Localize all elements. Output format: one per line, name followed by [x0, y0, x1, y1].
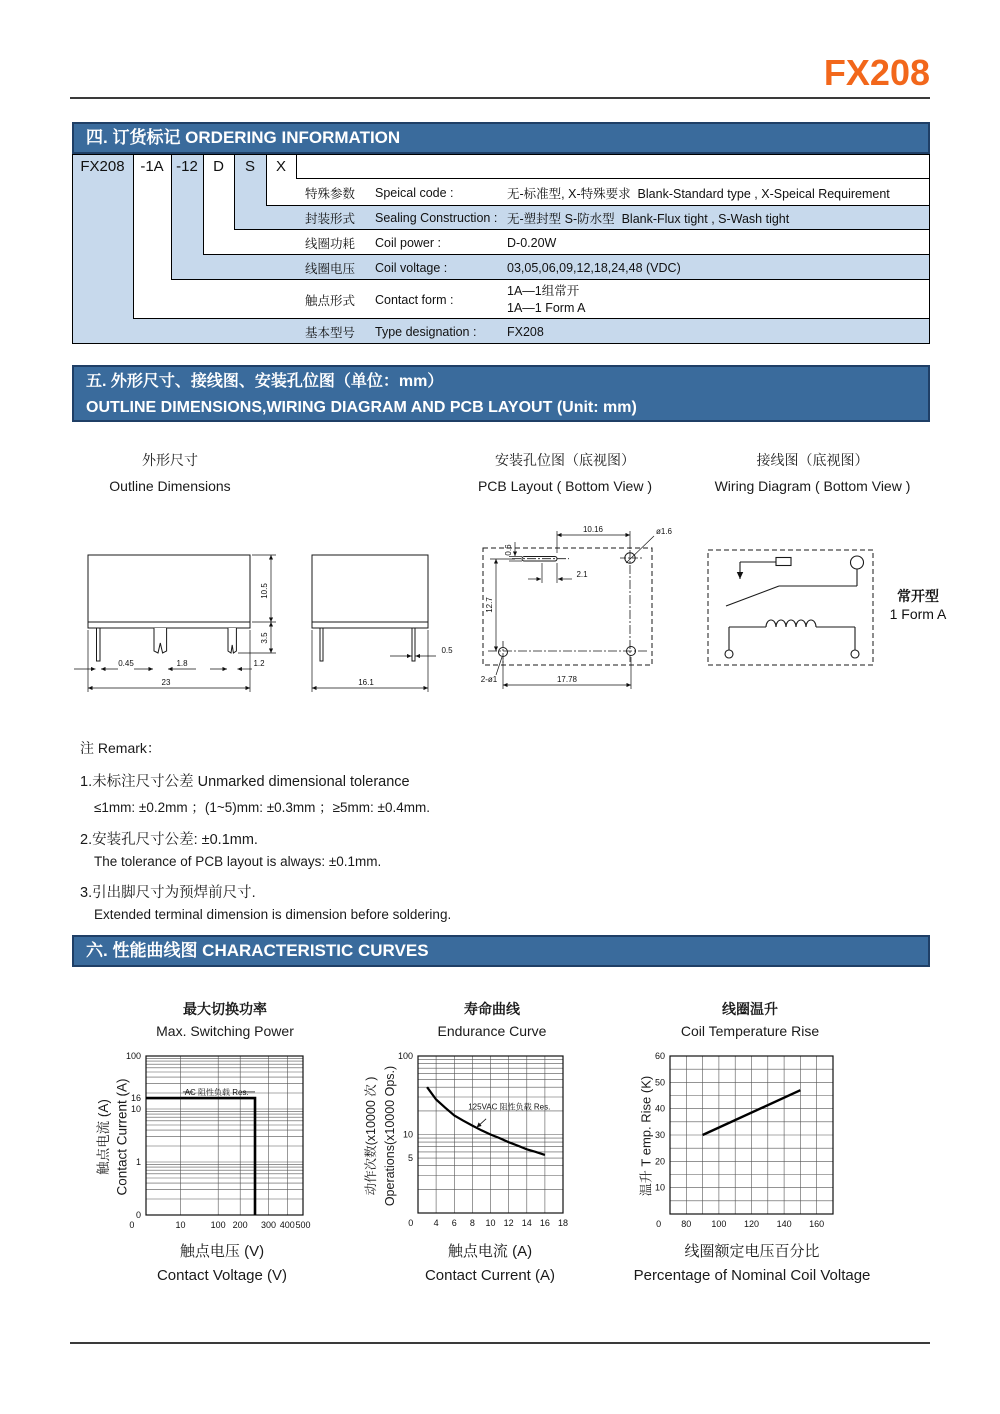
dim-pin1: 0.45 [118, 659, 134, 668]
view-title-pcb-cn: 安装孔位图（底视图） [495, 452, 635, 468]
svg-text:140: 140 [776, 1219, 792, 1229]
row-value: 无-塑封型 S-防水型 Blank-Flux tight , S-Wash tight [507, 212, 790, 226]
view-title-wiring-en: Wiring Diagram ( Bottom View ) [714, 478, 911, 494]
svg-text:18: 18 [557, 1218, 569, 1228]
svg-text:5: 5 [407, 1153, 413, 1164]
chart-coil-temperature-rise-plot [630, 1048, 845, 1233]
svg-text:1: 1 [135, 1157, 141, 1168]
svg-text:80: 80 [681, 1219, 692, 1229]
code-cell-special: X [275, 158, 286, 175]
chart2-title-en: Endurance Curve [437, 1023, 547, 1039]
dim-width: 23 [161, 678, 171, 687]
svg-text:125VAC 阻性负载 Res.: 125VAC 阻性负载 Res. [468, 1102, 551, 1112]
svg-text:500: 500 [295, 1220, 311, 1230]
svg-text:0: 0 [408, 1218, 414, 1228]
row-label-en: Contact form : [375, 292, 454, 307]
chart1-title-cn: 最大切换功率 [183, 1001, 267, 1017]
remark-title: 注 Remark： [80, 740, 161, 756]
code-cell-voltage: -12 [176, 158, 198, 175]
product-title: FX208 [823, 52, 930, 93]
view-title-wiring [690, 450, 935, 494]
view-title-outline-cn: 外形尺寸 [142, 452, 198, 468]
chart3-title [650, 999, 850, 1039]
dim-side-width: 16.1 [358, 678, 374, 687]
row-value: 无-标准型, X-特殊要求 Blank-Standard type , X-Speical Requirement [507, 186, 890, 201]
ordering-row-contact [305, 280, 925, 319]
chart3-xlabel-cn: 线圈额定电压百分比 [684, 1243, 820, 1260]
remark-2-sub: The tolerance of PCB layout is always: ±0.1mm. [94, 854, 382, 869]
chart2-xlabel-en: Contact Current (A) [424, 1267, 556, 1284]
top-rule [70, 97, 930, 99]
chart3-title-cn: 线圈温升 [722, 1001, 778, 1017]
svg-text:AC 阻性负载 Res.: AC 阻性负载 Res. [184, 1088, 249, 1097]
view-title-outline [65, 450, 275, 494]
svg-text:10: 10 [402, 1129, 413, 1140]
pcb-dim-hole: ø1.6 [655, 527, 673, 536]
ordering-row-voltage [305, 255, 925, 280]
svg-text:12: 12 [503, 1218, 514, 1228]
svg-text:100: 100 [210, 1220, 226, 1230]
pcb-dim-top: 10.16 [582, 525, 604, 534]
contact-form-en: 1A—1 Form A [507, 300, 586, 315]
outline-front-dim-labels [118, 583, 269, 687]
row-label-cn: 触点形式 [305, 293, 356, 308]
section5-header [72, 365, 930, 422]
svg-text:6: 6 [451, 1218, 457, 1228]
ordering-row-special [305, 179, 925, 206]
ordering-table [72, 154, 930, 344]
svg-text:120: 120 [743, 1219, 760, 1229]
row-label-en: Coil power : [375, 235, 441, 250]
outline-front-dims [74, 555, 276, 692]
remark-1-sub: ≤1mm: ±0.2mm ；(1~5)mm: ±0.3mm ；≥5mm: ±0.4mm. [94, 800, 430, 815]
pcb-layout-view [481, 525, 673, 689]
svg-text:8: 8 [469, 1218, 475, 1228]
svg-text:0: 0 [129, 1220, 135, 1230]
row-label-en: Type designation : [375, 324, 477, 339]
contact-form-cn: 1A—1组常开 [507, 283, 580, 298]
svg-text:40: 40 [654, 1103, 665, 1114]
ordering-row-sealing [305, 206, 925, 230]
remark-2: 2.安装孔尺寸公差: ±0.1mm. [80, 832, 258, 848]
svg-text:160: 160 [809, 1219, 825, 1229]
svg-text:10: 10 [175, 1220, 186, 1230]
chart1-xlabel-en: Contact Voltage (V) [156, 1267, 288, 1284]
svg-text:14: 14 [521, 1218, 532, 1228]
remark-block [80, 738, 700, 922]
pcb-dim-left: 12.7 [485, 597, 494, 613]
chart3-ylabel: 温升 T emp. Rise (K) [638, 1075, 654, 1197]
section5-title-en: OUTLINE DIMENSIONS,WIRING DIAGRAM AND PCB LAYOUT (Unit: mm) [86, 399, 637, 416]
ordering-row-power [305, 230, 925, 255]
outline-side-dim-labels [358, 646, 453, 687]
ordering-row-type [305, 319, 925, 344]
code-cell-sealing: S [244, 158, 255, 175]
code-cell-type: FX208 [80, 158, 125, 175]
chart1-ylabel-en: Contact Current (A) [114, 1078, 130, 1196]
svg-text:10: 10 [130, 1103, 141, 1114]
outline-side-dims [312, 630, 436, 692]
row-label-cn: 封装形式 [305, 212, 356, 226]
svg-text:100: 100 [711, 1219, 727, 1229]
chart2-xlabel-cn: 触点电流 (A) [447, 1243, 533, 1260]
svg-text:30: 30 [654, 1130, 665, 1140]
svg-text:100: 100 [397, 1051, 413, 1061]
remark-3: 3.引出脚尺寸为预焊前尺寸. [80, 885, 256, 901]
dim-pin-len: 3.5 [260, 632, 269, 644]
dim-pin3: 1.2 [253, 659, 265, 668]
chart3-title-en: Coil Temperature Rise [680, 1023, 820, 1039]
chart3-xlabel [612, 1240, 892, 1284]
svg-text:50: 50 [654, 1077, 665, 1088]
svg-text:200: 200 [232, 1220, 248, 1230]
row-label-en: Coil voltage : [375, 260, 448, 275]
chart2-ylabel-en: Operations(x10000 Ops.) [383, 1065, 397, 1207]
bottom-rule [70, 1342, 930, 1344]
svg-text:16: 16 [539, 1218, 550, 1228]
svg-text:60: 60 [654, 1051, 665, 1061]
chart1-title-en: Max. Switching Power [156, 1023, 294, 1039]
dim-height: 10.5 [260, 583, 269, 599]
pcb-dim-holes: 2-ø1 [480, 675, 498, 684]
chart1-xlabel [122, 1240, 322, 1284]
section5-title-cn: 五. 外形尺寸、接线图、安装孔位图（单位：mm） [86, 373, 444, 390]
remark-3-sub: Extended terminal dimension is dimension before soldering. [94, 907, 452, 922]
row-label-cn: 线圈电压 [305, 261, 356, 276]
section4-header: 四. 订货标记 ORDERING INFORMATION [72, 122, 930, 154]
technical-drawings [60, 505, 980, 720]
row-label-en: Sealing Construction : [375, 211, 498, 225]
dim-pin2: 1.8 [176, 659, 188, 668]
pcb-dim-bottom: 17.78 [556, 675, 578, 684]
code-cell-power: D [213, 158, 224, 175]
view-title-pcb-en: PCB Layout ( Bottom View ) [477, 478, 653, 494]
wiring-type-cn: 常开型 [897, 588, 939, 604]
chart1-title [125, 999, 325, 1039]
chart1-ylabel-cn: 触点电流 (A) [96, 1099, 111, 1175]
wiring-type-en: 1 Form A [889, 606, 947, 622]
wiring-diagram-view [708, 550, 947, 665]
chart2-ylabel-cn: 动作次数(x10000 次 ) [364, 1076, 378, 1196]
dim-side-pin: 0.5 [441, 646, 453, 655]
svg-text:100: 100 [125, 1051, 141, 1061]
row-value [507, 283, 586, 317]
chart-endurance-curve-plot [380, 1048, 592, 1233]
ordering-layer-top [296, 154, 930, 179]
remark-1: 1.未标注尺寸公差 Unmarked dimensional tolerance [80, 774, 410, 790]
view-title-outline-en: Outline Dimensions [109, 478, 231, 494]
pcb-dim-slot-h: 0.6 [504, 544, 513, 556]
svg-text:16: 16 [130, 1093, 141, 1104]
svg-text:20: 20 [654, 1156, 665, 1167]
chart2-xlabel [390, 1240, 590, 1284]
chart3-xlabel-en: Percentage of Nominal Coil Voltage [633, 1267, 871, 1284]
svg-text:10: 10 [654, 1182, 665, 1193]
chart1-xlabel-cn: 触点电压 (V) [179, 1243, 265, 1260]
view-title-wiring-cn: 接线图（底视图） [756, 452, 869, 468]
svg-text:0: 0 [135, 1210, 141, 1220]
row-label-en: Speical code : [375, 185, 454, 200]
svg-text:4: 4 [433, 1218, 439, 1228]
chart2-title [392, 999, 592, 1039]
svg-text:300: 300 [260, 1220, 277, 1230]
outline-front-view [88, 555, 250, 661]
svg-text:0: 0 [656, 1219, 662, 1229]
svg-text:10: 10 [485, 1218, 496, 1228]
outline-side-view [312, 555, 428, 661]
pcb-dim-slot: 2.1 [576, 570, 588, 579]
svg-text:400: 400 [279, 1220, 295, 1230]
view-title-pcb [450, 450, 680, 494]
row-label-cn: 特殊参数 [305, 186, 356, 201]
section6-header: 六. 性能曲线图 CHARACTERISTIC CURVES [72, 935, 930, 967]
row-label-cn: 线圈功耗 [305, 236, 356, 251]
chart2-title-cn: 寿命曲线 [464, 1001, 520, 1017]
row-label-cn: 基本型号 [305, 325, 356, 340]
row-value: D-0.20W [507, 235, 557, 250]
row-value: FX208 [507, 324, 544, 339]
row-value: 03,05,06,09,12,18,24,48 (VDC) [507, 260, 681, 275]
code-cell-contact: -1A [140, 158, 164, 175]
chart-max-switching-power-plot [108, 1048, 318, 1233]
